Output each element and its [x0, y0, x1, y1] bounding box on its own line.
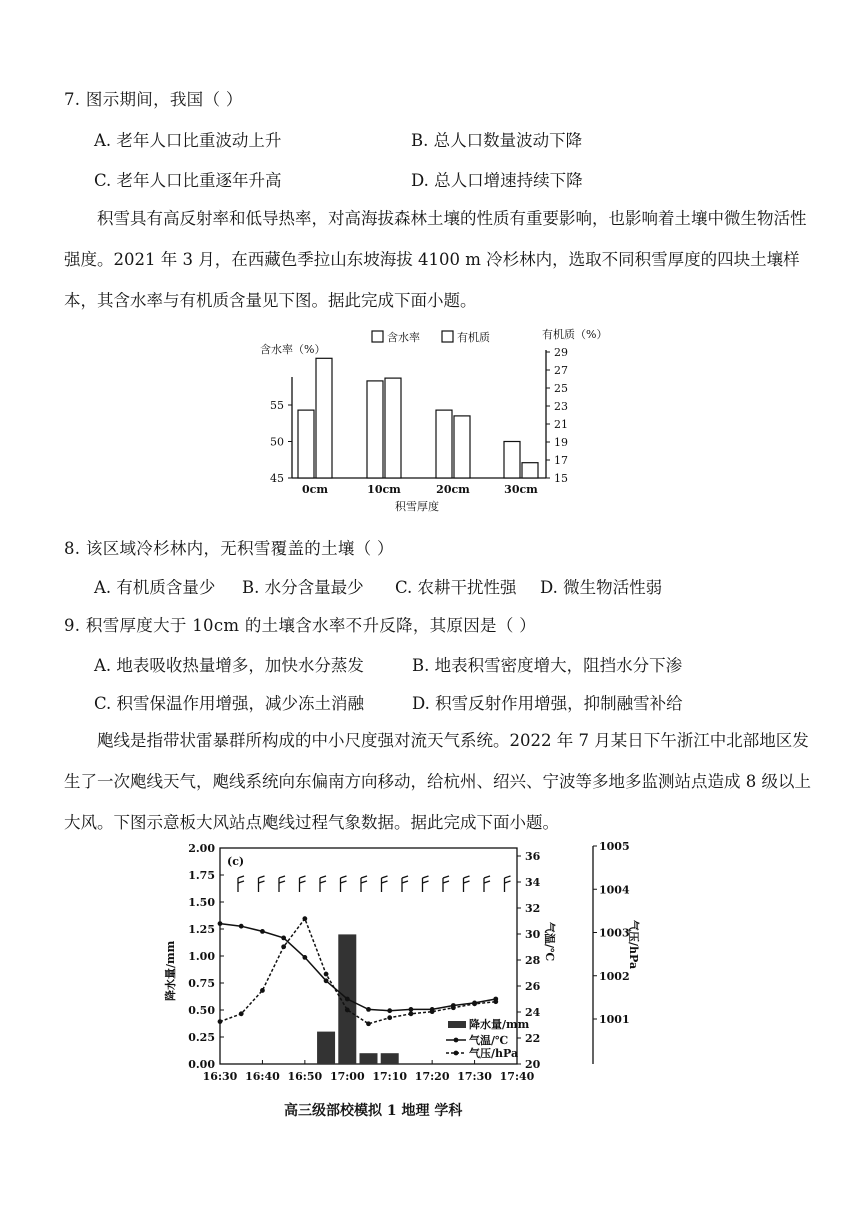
chart1-left-tick-label: 50 — [270, 435, 284, 449]
chart2-right-tick-label: 1003 — [599, 926, 630, 940]
chart2-precip-bar — [381, 1053, 399, 1064]
wind-barb-icon — [279, 876, 285, 892]
chart1-bar-moisture — [436, 410, 452, 478]
chart2-mid-tick-label: 20 — [525, 1058, 541, 1071]
chart2-precip-bar — [360, 1053, 378, 1064]
chart2-temperature-point — [324, 978, 329, 983]
chart2-x-tick-label: 17:00 — [329, 1070, 365, 1083]
chart2-left-tick-label: 1.75 — [188, 869, 215, 882]
chart2-x-tick-label: 17:20 — [414, 1070, 450, 1083]
wind-barb-icon — [300, 876, 306, 892]
q7-stem: 7. 图示期间，我国（ ） — [64, 90, 243, 109]
chart2-left-tick-label: 2.00 — [188, 842, 215, 855]
chart2-mid-tick-label: 32 — [525, 902, 541, 915]
chart2-pressure-point — [345, 1008, 350, 1013]
chart2-pressure-point — [239, 1011, 244, 1016]
chart2-temperature-point — [281, 936, 286, 941]
chart2-mid-tick-label: 30 — [525, 928, 541, 941]
passage-squall-line: 飑线是指带状雷暴群所构成的中小尺度强对流天气系统。2022 年 7 月某日下午浙江中北部地区发生了一次飑线天气，飑线系统向东偏南方向移动，给杭州、绍兴、宁波等多地多监测站点造成 8 级以上大风。下图示意板大风站点飑线过程气象数据。据此完成下面小题。 — [64, 731, 811, 832]
wind-barb-icon — [484, 876, 490, 892]
chart1-left-tick-label: 55 — [270, 399, 284, 412]
wind-barb-icon — [238, 876, 244, 892]
chart2-mid-tick-label: 28 — [525, 954, 541, 967]
chart1-x-tick-label: 30cm — [504, 483, 538, 496]
chart1-bar-moisture — [367, 381, 383, 478]
chart1-x-tick-label: 0cm — [302, 483, 328, 496]
chart2-left-tick-label: 0.25 — [188, 1031, 215, 1044]
chart2-left-tick-label: 0.50 — [188, 1004, 215, 1017]
chart2-left-tick-label: 1.50 — [188, 896, 215, 909]
chart2-left-tick-label: 1.00 — [188, 950, 215, 963]
chart2-left-tick-label: 0.00 — [188, 1058, 215, 1071]
chart2-temperature-point — [302, 955, 307, 960]
chart1-right-tick-label: 19 — [554, 436, 568, 449]
chart1-right-tick-label: 17 — [554, 454, 568, 467]
q9-option-b: B. 地表积雪密度增大，阻挡水分下渗 — [412, 656, 683, 675]
chart2-x-tick-label: 17:40 — [499, 1070, 535, 1083]
chart1-y-right-label: 有机质（%） — [542, 328, 608, 341]
wind-barb-icon — [464, 876, 470, 892]
chart2-mid-tick-label: 22 — [525, 1032, 541, 1045]
chart2-pressure-point — [472, 1001, 477, 1006]
squall-line-chart — [160, 836, 660, 1092]
snow-soil-chart — [240, 322, 620, 516]
legend-label-moisture: 含水率 — [387, 331, 420, 344]
chart1-x-label: 积雪厚度 — [395, 500, 439, 513]
chart2-pressure-point — [218, 1019, 223, 1024]
chart2-y-left-label: 降水量/mm — [164, 940, 177, 1001]
wind-barb-icon — [259, 876, 265, 892]
q8-option-b: B. 水分含量最少 — [242, 578, 364, 597]
chart2-pressure-point — [430, 1009, 435, 1014]
wind-barb-icon — [361, 876, 367, 892]
passage-snow-soil: 积雪具有高反射率和低导热率，对高海拔森林土壤的性质有重要影响，也影响着土壤中微生物活性强度。2021 年 3 月，在西藏色季拉山东坡海拔 4100 m 冷杉林内，选取不同积雪厚度的四块土壤样本，其含水率与有机质含量见下图。据此完成下面小题。 — [64, 209, 807, 310]
legend-marker-pressure — [454, 1051, 459, 1056]
chart2-temperature-line — [220, 924, 496, 1011]
chart2-temperature-point — [260, 929, 265, 934]
legend-label-temp: 气温/℃ — [469, 1034, 509, 1047]
chart2-temperature-point — [218, 921, 223, 926]
chart2-right-tick-label: 1005 — [599, 840, 630, 853]
chart2-pressure-point — [366, 1021, 371, 1026]
q8-option-a: A. 有机质含量少 — [94, 578, 216, 597]
q8-option-c: C. 农耕干扰性强 — [395, 578, 517, 597]
chart2-y-mid-label: 气温/℃ — [543, 922, 556, 962]
page-footer: 高三级部校模拟 1 地理 学科 — [284, 1103, 463, 1119]
chart2-x-tick-label: 16:40 — [245, 1070, 280, 1083]
wind-barb-icon — [423, 876, 429, 892]
chart2-x-tick-label: 17:30 — [457, 1070, 492, 1083]
chart2-mid-tick-label: 36 — [525, 850, 541, 863]
chart1-bar-moisture — [504, 442, 520, 479]
chart2-precip-bar — [317, 1032, 335, 1064]
chart1-x-tick-label: 20cm — [436, 483, 470, 496]
q7-option-a: A. 老年人口比重波动上升 — [94, 131, 282, 150]
wind-barb-icon — [505, 876, 511, 892]
legend-label-organic: 有机质 — [457, 331, 490, 344]
chart2-x-tick-label: 16:30 — [202, 1070, 238, 1083]
q7-option-c: C. 老年人口比重逐年升高 — [94, 171, 282, 190]
chart2-x-tick-label: 17:10 — [372, 1070, 408, 1083]
wind-barb-icon — [382, 876, 388, 892]
legend-label-pressure: 气压/hPa — [469, 1047, 519, 1060]
q8-stem: 8. 该区域冷杉林内，无积雪覆盖的土壤（ ） — [64, 539, 394, 558]
legend-label-precip: 降水量/mm — [469, 1018, 530, 1031]
legend-marker-temp — [454, 1038, 459, 1043]
chart2-pressure-point — [281, 944, 286, 949]
chart1-bar-organic — [454, 416, 470, 478]
q9-option-a: A. 地表吸收热量增多，加快水分蒸发 — [94, 656, 364, 675]
q7-option-d: D. 总人口增速持续下降 — [411, 171, 583, 190]
chart1-y-left-label: 含水率（%） — [260, 343, 326, 356]
chart1-right-tick-label: 21 — [554, 418, 568, 431]
chart1-bar-organic — [316, 358, 332, 478]
chart2-temperature-point — [345, 997, 350, 1002]
q9-stem: 9. 积雪厚度大于 10cm 的土壤含水率不升反降，其原因是（ ） — [64, 616, 537, 635]
q9-option-d: D. 积雪反射作用增强，抑制融雪补给 — [412, 694, 683, 713]
chart2-pressure-point — [260, 988, 265, 993]
chart1-bar-moisture — [298, 410, 314, 478]
legend-swatch-moisture — [372, 331, 383, 342]
chart1-x-tick-label: 10cm — [367, 483, 401, 496]
wind-barb-icon — [320, 876, 326, 892]
q8-option-d: D. 微生物活性弱 — [540, 578, 663, 597]
chart1-right-tick-label: 15 — [554, 472, 568, 485]
wind-barb-icon — [341, 876, 347, 892]
chart2-pressure-point — [324, 972, 329, 977]
chart1-bar-organic — [385, 378, 401, 478]
chart2-temperature-point — [239, 924, 244, 929]
chart2-pressure-point — [451, 1005, 456, 1010]
legend-swatch-precip — [448, 1021, 466, 1028]
chart1-bar-organic — [522, 463, 538, 478]
chart1-right-tick-label: 27 — [554, 364, 568, 377]
chart2-pressure-point — [302, 916, 307, 921]
chart2-mid-tick-label: 24 — [525, 1006, 541, 1019]
chart2-panel-label: (c) — [227, 855, 245, 868]
chart2-temperature-point — [387, 1008, 392, 1013]
chart2-right-tick-label: 1002 — [599, 969, 630, 983]
chart2-right-tick-label: 1004 — [599, 883, 630, 897]
wind-barb-icon — [402, 876, 408, 892]
chart2-mid-tick-label: 34 — [525, 876, 541, 889]
wind-barb-icon — [443, 876, 449, 892]
q7-option-b: B. 总人口数量波动下降 — [411, 131, 583, 150]
chart1-left-tick-label: 45 — [270, 472, 284, 485]
chart2-temperature-point — [366, 1007, 371, 1012]
q9-option-c: C. 积雪保温作用增强，减少冻土消融 — [94, 694, 365, 713]
chart2-mid-tick-label: 26 — [525, 980, 541, 993]
chart2-temperature-point — [409, 1007, 414, 1012]
chart1-legend — [372, 330, 490, 344]
chart2-pressure-point — [409, 1011, 414, 1016]
chart1-right-tick-label: 23 — [554, 400, 568, 413]
chart2-pressure-point — [493, 999, 498, 1004]
chart2-left-tick-label: 1.25 — [188, 923, 215, 936]
chart2-x-tick-label: 16:50 — [287, 1070, 323, 1083]
chart1-right-tick-label: 29 — [554, 346, 568, 359]
chart2-plot-frame — [220, 848, 517, 1064]
chart2-right-tick-label: 1001 — [599, 1013, 630, 1026]
chart2-left-tick-label: 0.75 — [188, 977, 215, 990]
chart1-right-tick-label: 25 — [554, 382, 568, 395]
legend-swatch-organic — [442, 331, 453, 342]
chart2-pressure-point — [387, 1015, 392, 1020]
chart2-y-right-label: 气压/hPa — [627, 920, 640, 970]
